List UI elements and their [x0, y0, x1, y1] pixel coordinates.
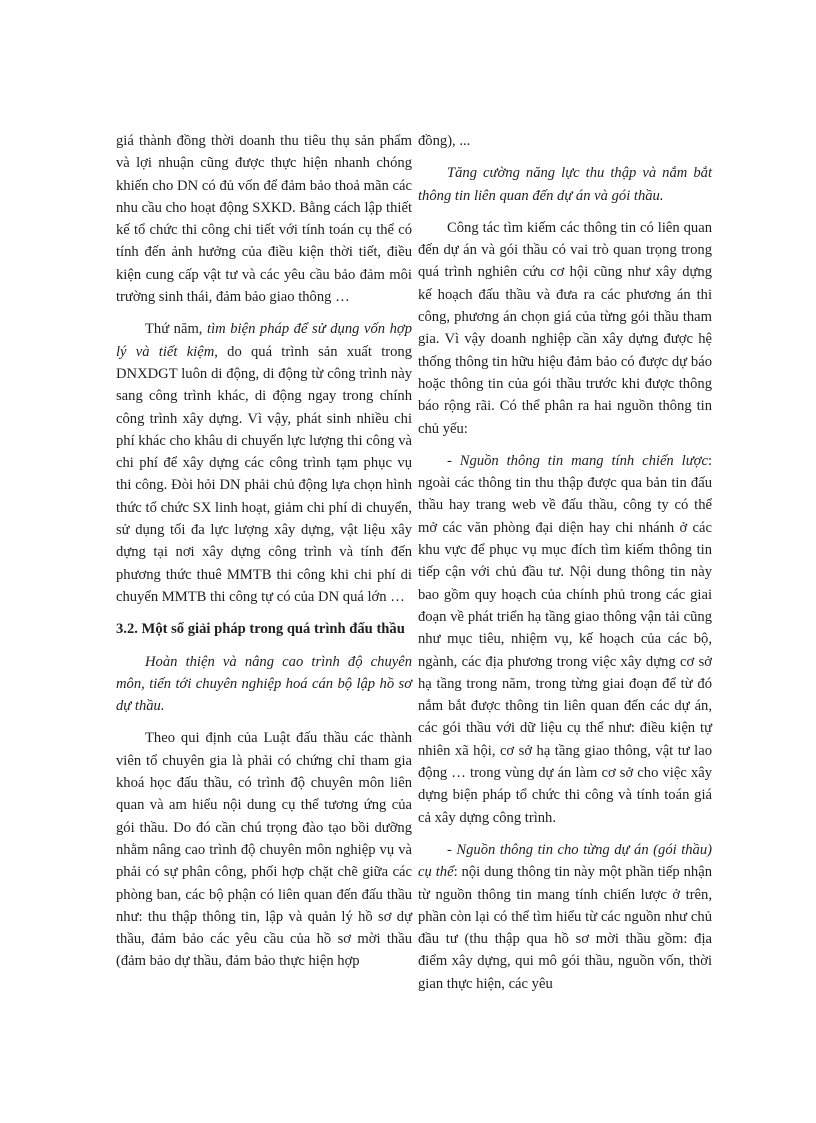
paragraph-lead: Thứ năm,	[145, 321, 208, 338]
paragraph: giá thành đồng thời doanh thu tiêu thụ sản phẩm và lợi nhuận cũng được thực hiện nhanh chóng khiến cho DN có đủ vốn để đảm bảo thoả mãn các nhu cầu cho hoạt động SXKD. Bằng cách lập thiết kế tổ chức thi công chi tiết với tính toán cụ thể có tính đến ảnh hưởng của điều kiện thời tiết, điều kiện cung cấp vật tư và các yêu cầu bảo đảm môi trường sinh thái, đảm bảo giao thông …	[116, 133, 412, 306]
paragraph: Công tác tìm kiếm các thông tin có liên quan đến dự án và gói thầu có vai trò quan trọng trong quá trình nghiên cứu cơ hội cũng như xây dựng kế hoạch đấu thầu và đưa ra các phương án thi công, phương án chọn giá của từng gói thầu tham gia. Vì vậy doanh nghiệp cần xây dựng được hệ thống thông tin hữu hiệu đảm bảo có được dự báo hoặc thông tin của gói thầu trước khi được thông báo rộng rãi. Có thể phân ra hai nguồn thông tin chủ yếu:	[418, 219, 712, 437]
emphasis-text: - Nguồn thông tin mang tính chiến lược	[447, 452, 708, 469]
paragraph: Theo qui định của Luật đấu thầu các thành viên tổ chuyên gia là phải có chứng chỉ tham gia khoá học đấu thầu, có trình độ chuyên môn liên quan và am hiểu nội dung cụ thể tương ứng của gói thầu. Do đó cần chú trọng đào tạo bồi dưỡng nhằm nâng cao trình độ chuyên môn nghiệp vụ và phải có sự phân công, phối hợp chặt chẽ giữa các phòng ban, các bộ phận có liên quan đến đấu thầu như: thu thập thông tin, lập và quản lý hồ sơ dự thầu, đảm bảo các yêu cầu của hồ sơ mời thầu (đảm bảo dự thầu, đảm bảo thực hiện hợp	[116, 730, 412, 970]
emphasis-text: - Nguồn thông tin cho từng dự án (gói thầu) cụ thể	[418, 841, 712, 881]
emphasis-text: tìm biện pháp để sử dụng vốn hợp lý và tiết kiệm	[116, 321, 412, 360]
paragraph: đồng), ...	[418, 133, 471, 149]
right-column	[418, 130, 712, 1005]
paragraph-text: : nội dung thông tin này một phần tiếp nhận từ nguồn thông tin mang tính chiến lược ở trên, phần còn lại có thể tìm hiểu từ các nguồn như chủ đầu tư (thu thập qua hồ sơ mời thầu gồm: địa điểm xây dựng, qui mô gói thầu, nguồn vốn, thời gian thực hiện, các yêu	[418, 864, 712, 992]
left-column	[116, 130, 412, 983]
subheading-paragraph: Hoàn thiện và nâng cao trình độ chuyên môn, tiến tới chuyên nghiệp hoá cán bộ lập hồ sơ dự thầu.	[116, 653, 412, 715]
paragraph	[418, 839, 712, 995]
section-heading: 3.2. Một số giải pháp trong quá trình đấu thầu	[116, 621, 405, 638]
paragraph-text: , do quá trình sản xuất trong DNXDGT luôn di động, di động từ công trình này sang công trình khác, di động ngay trong chính công trình xây dựng. Vì vậy, phát sinh nhiều chi phí khác cho khâu di chuyển lực lượng thi công và chi phí để xây dựng các công trình tạm phục vụ thi công. Đòi hỏi DN phải chủ động lựa chọn hình thức tổ chức SX linh hoạt, giảm chi phí di chuyển, sử dụng tối đa lực lượng xây dựng, vật liệu xây dựng tại nơi xây dựng công trình và tính đến phương thức thuê MMTB thi công khi chi phí di chuyển MMTB thi công tự có của DN quá lớn …	[116, 343, 412, 605]
paragraph	[116, 318, 412, 608]
paragraph	[418, 450, 712, 829]
subheading-paragraph: Tăng cường năng lực thu thập và nắm bắt thông tin liên quan đến dự án và gói thầu.	[418, 165, 712, 204]
paragraph-text: : ngoài các thông tin thu thập được qua bản tin đấu thầu hay trang web về đấu thầu, công ty có thể mở các văn phòng đại diện hay chi nhánh ở các khu vực để phục vụ mục đích tìm kiếm thông tin tiếp cận với chủ đầu tư. Nội dung thông tin này bao gồm quy hoạch của chính phủ trong các giai đoạn về phát triển hạ tầng giao thông vận tải cũng như mục tiêu, nhiệm vụ, kế hoạch của các bộ, ngành, các địa phương trong việc xây dựng cơ sở hạ tầng trong năm, trong từng giai đoạn để từ đó nắm bắt được thông tin liên quan đến các dự án, các gói thầu với dữ liệu cụ thể như: điều kiện tự nhiên xã hội, cơ sở hạ tầng giao thông, vật tư lao động … trong vùng dự án làm cơ sở cho việc xây dựng biện pháp tổ chức thi công và tính toán giá cả xây dựng công trình.	[418, 452, 712, 826]
